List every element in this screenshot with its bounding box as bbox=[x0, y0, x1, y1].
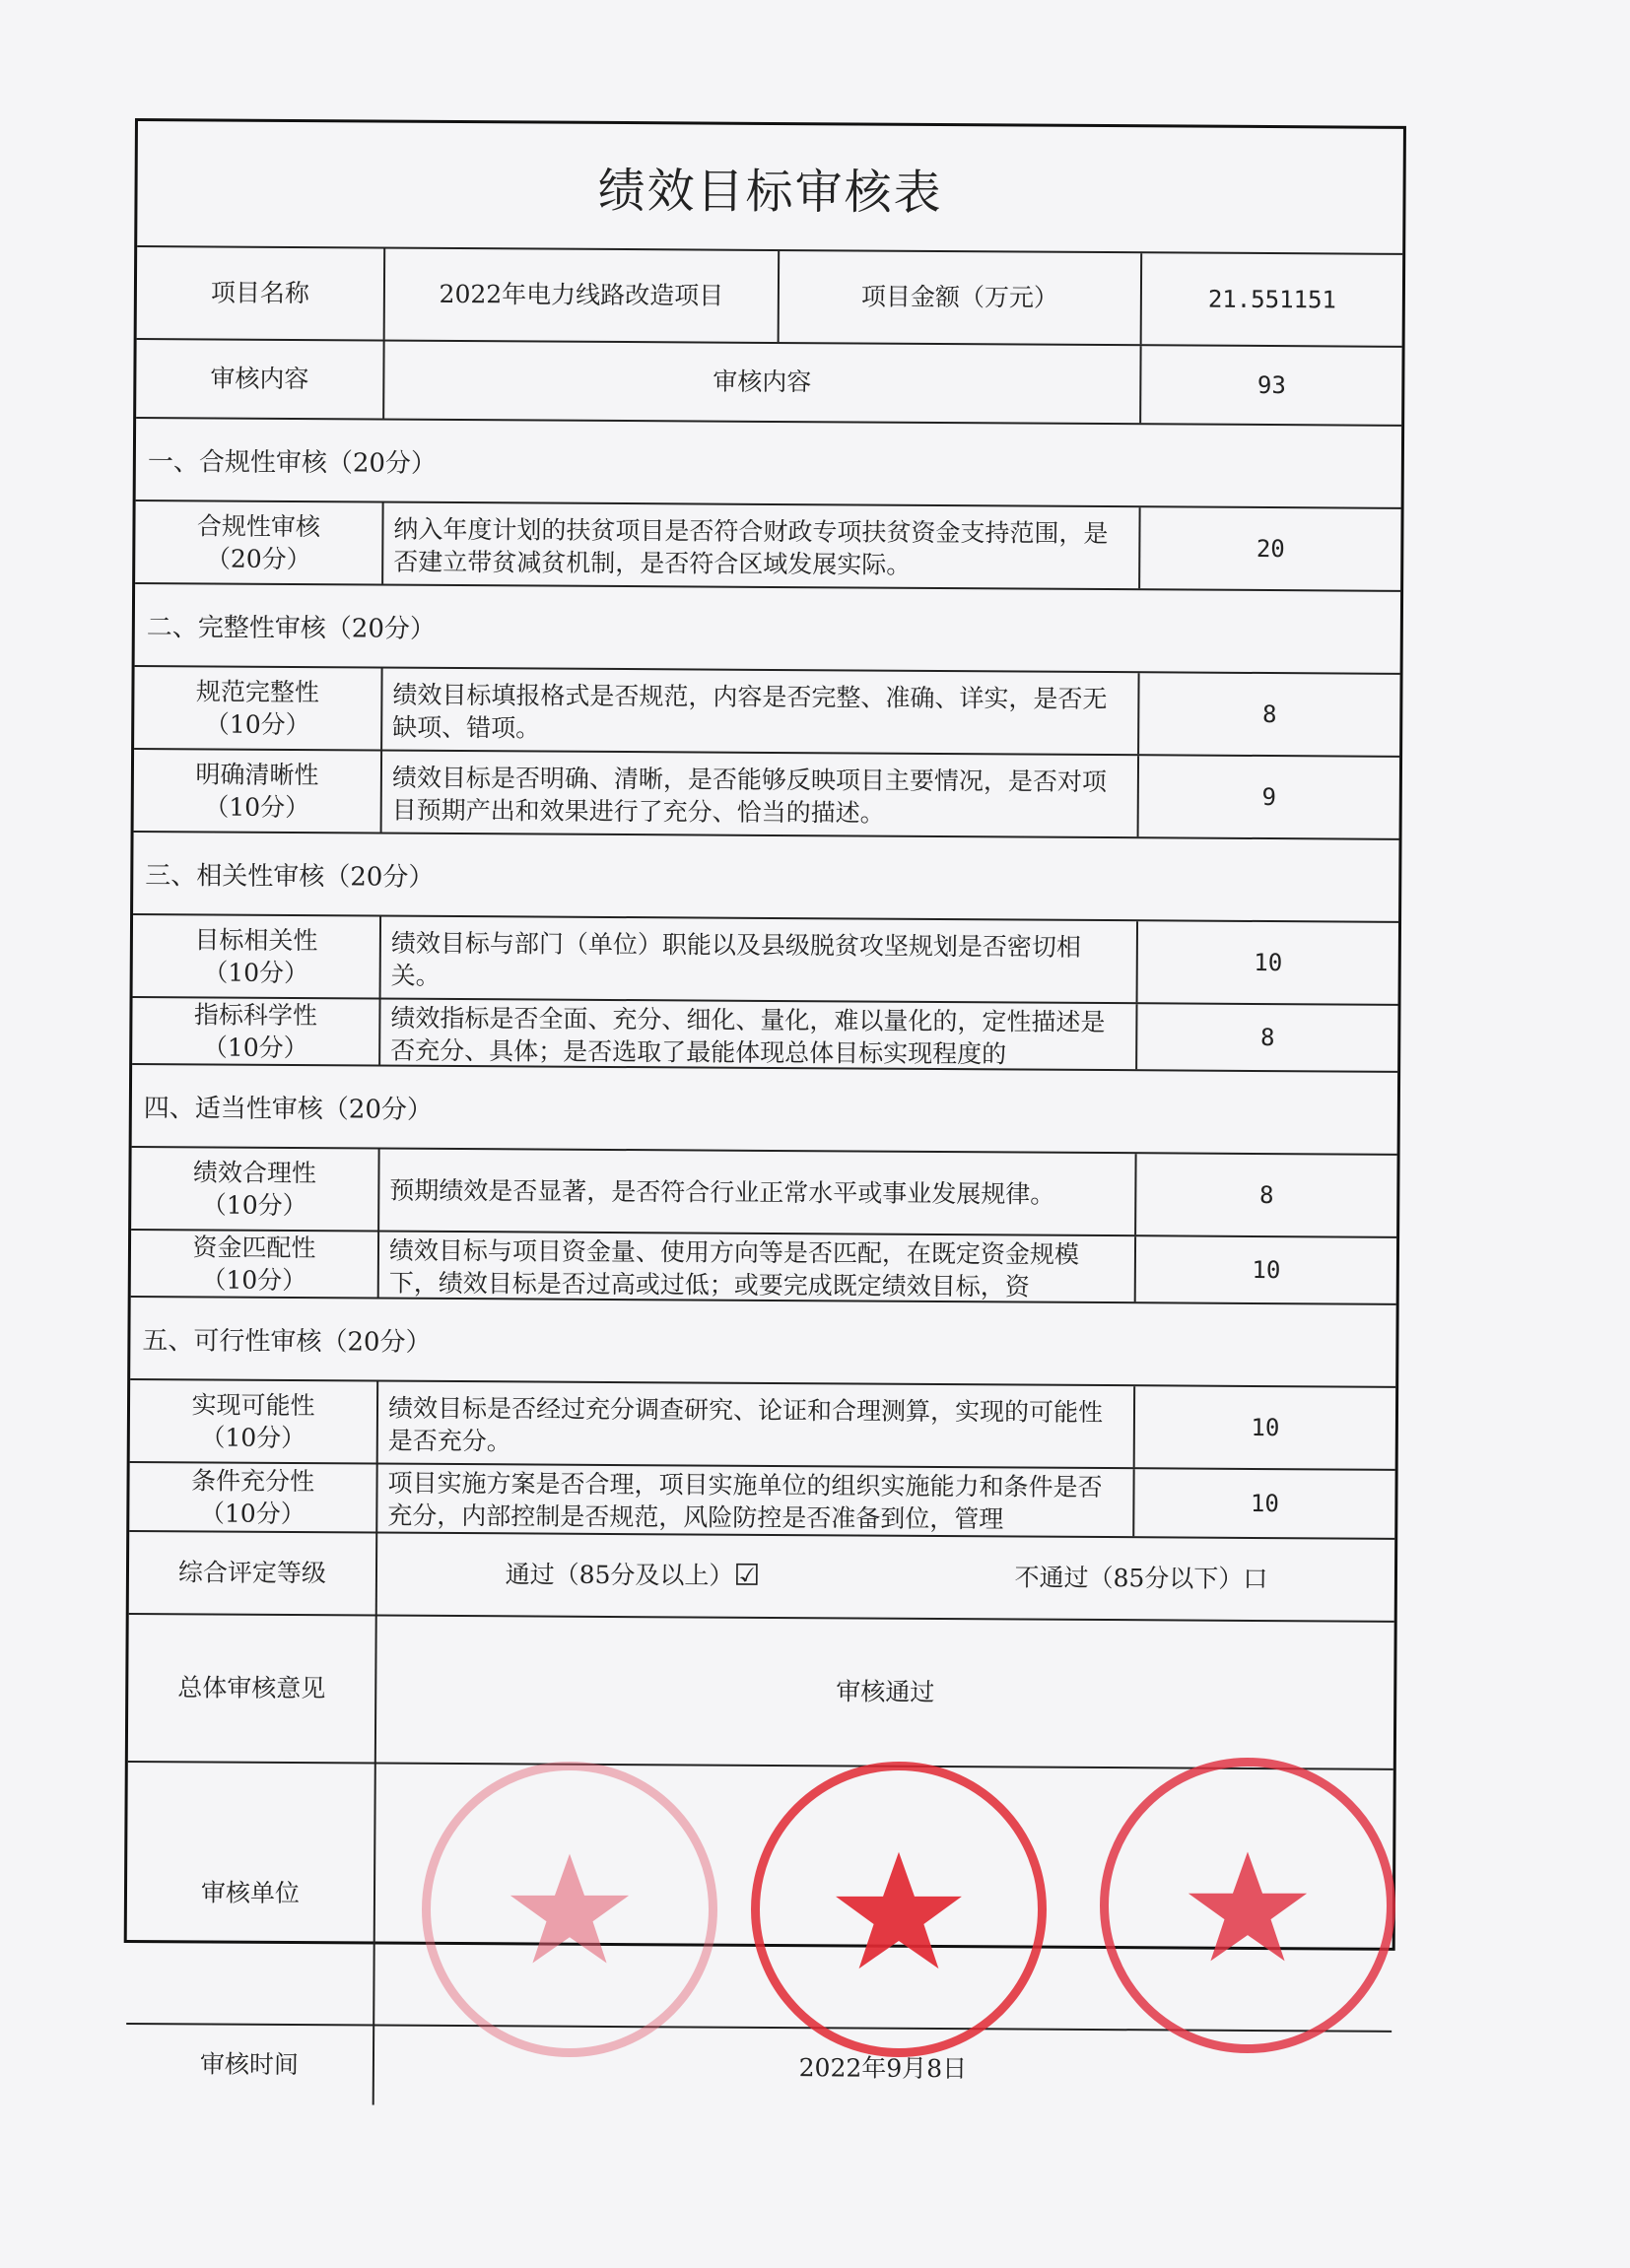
item-score: 10 bbox=[1132, 1469, 1394, 1538]
section-title: 五、可行性审核（20分） bbox=[142, 1325, 432, 1358]
item-row bbox=[131, 1231, 1396, 1305]
section-title-row bbox=[136, 419, 1401, 509]
item-name: 实现可能性 bbox=[191, 1390, 315, 1421]
finance-bureau-seal bbox=[751, 1762, 1047, 2057]
project-row bbox=[137, 247, 1403, 348]
unit-label: 审核单位 bbox=[200, 1878, 301, 1908]
item-row bbox=[135, 501, 1400, 592]
amount-label: 项目金额（万元） bbox=[778, 251, 1141, 344]
item-points: （10分） bbox=[200, 1423, 306, 1453]
rural-revitalization-bureau-seal bbox=[422, 1762, 717, 2057]
item-points: （10分） bbox=[199, 1499, 306, 1529]
item-name: 指标科学性 bbox=[193, 1000, 318, 1031]
item-points: （10分） bbox=[201, 1265, 307, 1296]
item-name: 绩效合理性 bbox=[192, 1158, 317, 1188]
item-name-cell bbox=[131, 1231, 377, 1298]
star-icon bbox=[1109, 1767, 1387, 2044]
item-row bbox=[130, 1380, 1395, 1471]
opinion-label: 总体审核意见 bbox=[177, 1673, 326, 1703]
section-title-row bbox=[130, 1298, 1395, 1388]
amount-value: 21.551151 bbox=[1140, 253, 1403, 346]
item-name: 条件充分性 bbox=[190, 1466, 315, 1497]
review-content-header: 审核内容 bbox=[382, 342, 1139, 424]
star-icon bbox=[431, 1770, 709, 2048]
item-points: （20分） bbox=[205, 544, 311, 574]
item-description: 绩效目标与项目资金量、使用方向等是否匹配，在既定资金规模下，绩效目标是否过高或过低；或要完成既定绩效目标，资 bbox=[377, 1233, 1134, 1302]
item-score: 8 bbox=[1134, 1154, 1396, 1236]
item-score: 9 bbox=[1137, 756, 1399, 838]
rating-label: 综合评定等级 bbox=[177, 1558, 327, 1588]
section-title-row bbox=[133, 833, 1398, 923]
item-description: 纳入年度计划的扶贫项目是否符合财政专项扶贫资金支持范围，是否建立带贫减贫机制，是否符合区域发展实际。 bbox=[381, 503, 1138, 589]
project-name-label: 项目名称 bbox=[210, 278, 310, 308]
item-name-cell bbox=[133, 915, 379, 998]
item-name-cell bbox=[130, 1380, 376, 1463]
section-title: 四、适当性审核（20分） bbox=[143, 1093, 434, 1125]
item-name-cell bbox=[132, 998, 378, 1065]
item-name-cell bbox=[131, 1148, 377, 1231]
item-name: 目标相关性 bbox=[194, 925, 318, 956]
item-score: 8 bbox=[1137, 673, 1399, 756]
item-name: 明确清晰性 bbox=[195, 760, 319, 790]
item-name: 规范完整性 bbox=[195, 677, 320, 707]
item-row bbox=[131, 1148, 1396, 1238]
item-description: 绩效目标是否明确、清晰，是否能够反映项目主要情况，是否对项目预期产出和效果进行了充分、恰当的描述。 bbox=[380, 752, 1137, 837]
pass-checkbox-checked: ☑ bbox=[733, 1558, 761, 1593]
item-description: 绩效目标是否经过充分调查研究、论证和合理测算，实现的可能性是否充分。 bbox=[376, 1382, 1133, 1468]
item-name-cell bbox=[135, 501, 381, 584]
item-score: 10 bbox=[1134, 1236, 1396, 1303]
section-title-row bbox=[132, 1065, 1397, 1156]
date-label: 审核时间 bbox=[199, 2049, 300, 2080]
item-points: （10分） bbox=[201, 1190, 307, 1221]
star-icon bbox=[760, 1770, 1038, 2048]
development-reform-bureau-seal bbox=[1100, 1758, 1395, 2053]
item-score: 10 bbox=[1136, 921, 1398, 1004]
date-value: 2022年9月8日 bbox=[373, 2027, 1392, 2111]
rating-fail-option bbox=[888, 1537, 1394, 1621]
item-description: 绩效指标是否全面、充分、细化、量化，难以量化的，定性描述是否充分、具体；是否选取了最能体现总体目标实现程度的 bbox=[378, 1000, 1135, 1070]
item-name-cell bbox=[134, 750, 380, 833]
section-title-row bbox=[135, 584, 1400, 675]
item-points: （10分） bbox=[202, 1033, 308, 1063]
rating-row bbox=[129, 1532, 1394, 1623]
section-title: 二、完整性审核（20分） bbox=[146, 612, 437, 644]
opinion-row bbox=[128, 1615, 1394, 1770]
item-points: （10分） bbox=[204, 709, 310, 740]
item-score: 8 bbox=[1135, 1004, 1397, 1071]
project-name-value: 2022年电力线路改造项目 bbox=[383, 249, 779, 342]
item-description: 绩效目标填报格式是否规范，内容是否完整、准确、详实，是否无缺项、错项。 bbox=[380, 669, 1137, 755]
rating-pass-option bbox=[375, 1534, 888, 1618]
item-row bbox=[129, 1463, 1394, 1540]
review-content-row bbox=[136, 340, 1401, 427]
item-description: 项目实施方案是否合理，项目实施单位的组织实施能力和条件是否充分，内部控制是否规范，风险防控是否准备到位，管理 bbox=[375, 1465, 1132, 1537]
item-name: 合规性审核 bbox=[196, 511, 321, 542]
item-description: 预期绩效是否显著，是否符合行业正常水平或事业发展规律。 bbox=[377, 1150, 1134, 1235]
fail-checkbox-empty: 口 bbox=[1243, 1564, 1268, 1594]
item-name-cell bbox=[129, 1463, 375, 1532]
pass-label: 通过（85分及以上） bbox=[505, 1560, 734, 1590]
item-description: 绩效目标与部门（单位）职能以及县级脱贫攻坚规划是否密切相关。 bbox=[379, 917, 1136, 1003]
item-points: （10分） bbox=[204, 792, 310, 823]
item-name-cell bbox=[134, 667, 380, 750]
review-form-table bbox=[124, 118, 1406, 2084]
item-score: 10 bbox=[1133, 1386, 1395, 1469]
fail-label: 不通过（85分以下） bbox=[1014, 1563, 1244, 1593]
form-title: 绩效目标审核表 bbox=[597, 163, 943, 221]
item-row bbox=[133, 915, 1398, 1006]
item-name: 资金匹配性 bbox=[192, 1233, 316, 1263]
item-points: （10分） bbox=[203, 958, 309, 988]
total-score: 93 bbox=[1139, 346, 1401, 425]
review-content-label: 审核内容 bbox=[210, 364, 309, 394]
title-row bbox=[137, 121, 1403, 255]
opinion-value: 审核通过 bbox=[374, 1617, 1394, 1768]
section-title: 一、合规性审核（20分） bbox=[147, 446, 438, 479]
item-row bbox=[134, 667, 1399, 758]
item-row bbox=[134, 750, 1399, 840]
item-score: 20 bbox=[1138, 507, 1400, 590]
item-row bbox=[132, 998, 1397, 1073]
section-title: 三、相关性审核（20分） bbox=[145, 860, 435, 893]
